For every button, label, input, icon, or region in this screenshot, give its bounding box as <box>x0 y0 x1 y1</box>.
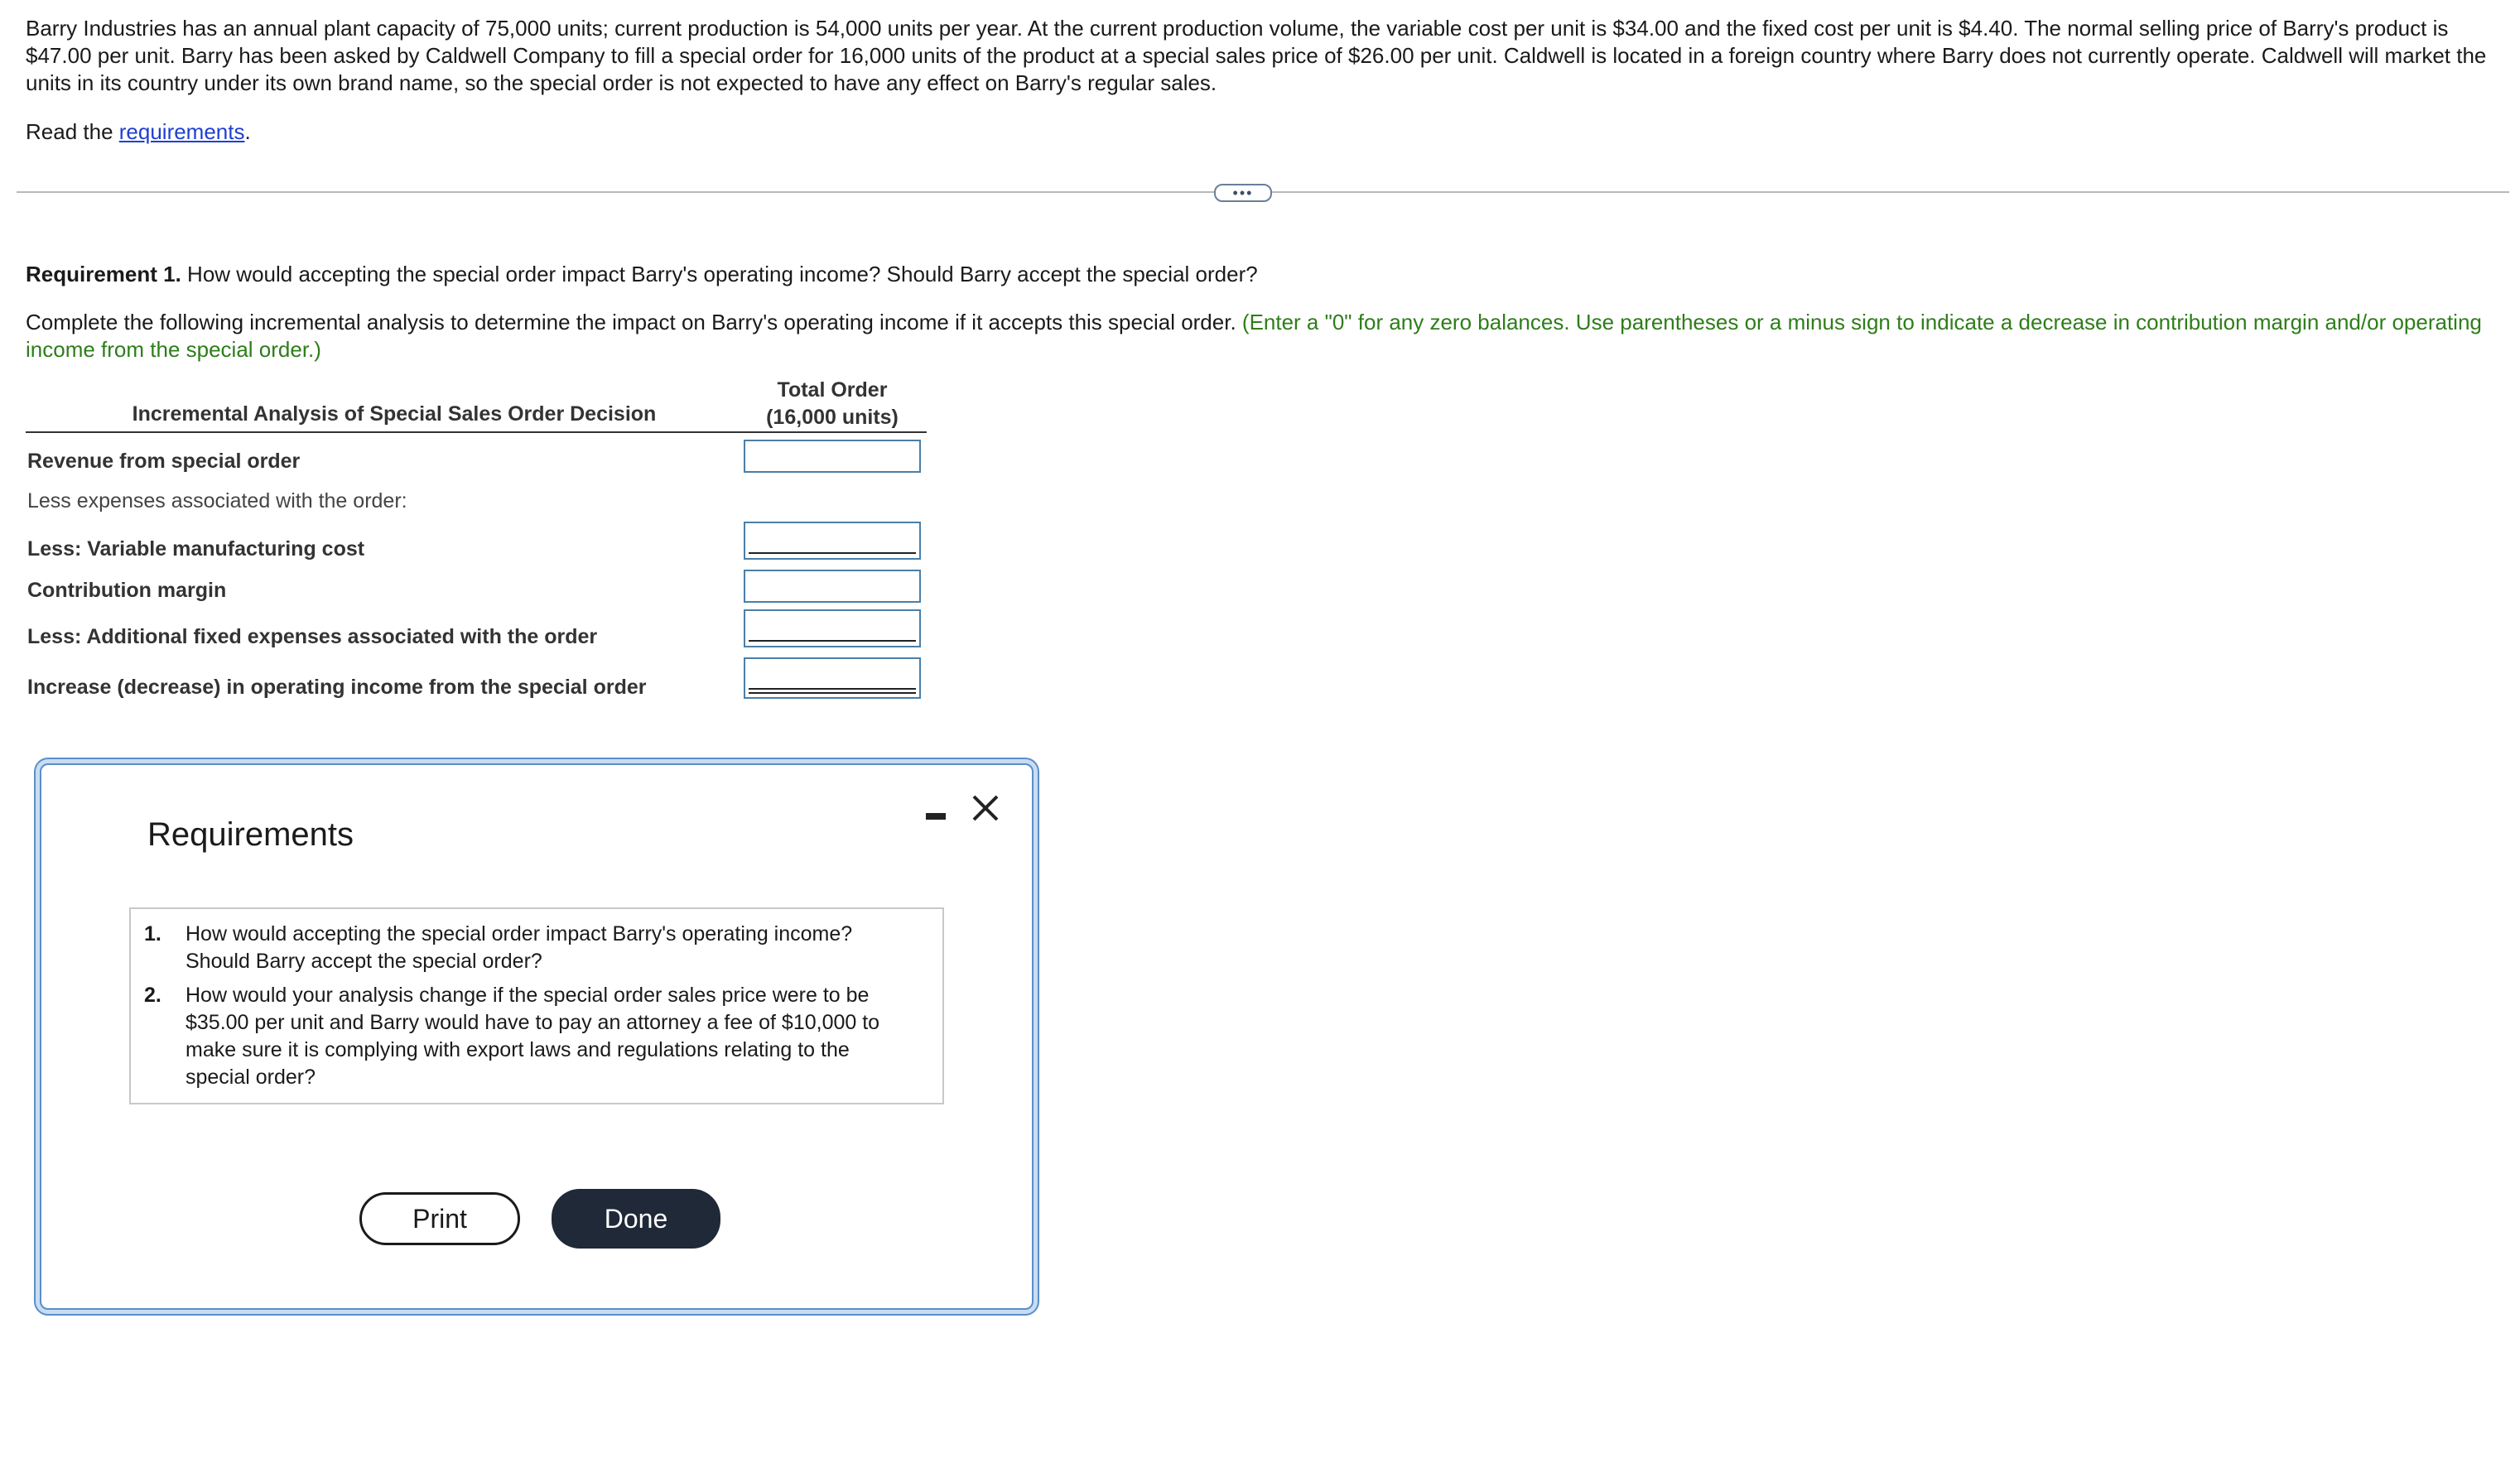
contribution-margin-input[interactable] <box>744 570 921 603</box>
instructions-hint: (Enter a "0" for any zero balances. Use parentheses or a minus sign to indicate a decrease in contribution margin and/or operating income from the special order.) <box>26 310 2482 362</box>
single-underline <box>749 640 916 642</box>
row-label-variable-cost: Less: Variable manufacturing cost <box>27 537 365 561</box>
single-underline <box>749 552 916 554</box>
instructions <box>26 309 2502 363</box>
instructions-main: Complete the following incremental analysis to determine the impact on Barry's operating income if it accepts this special order. <box>26 310 1242 334</box>
table-header-title: Incremental Analysis of Special Sales Order Decision <box>132 402 657 426</box>
operating-income-input[interactable] <box>744 657 921 699</box>
row-label-fixed-expenses: Less: Additional fixed expenses associated with the order <box>27 625 598 648</box>
requirements-link[interactable]: requirements <box>118 119 245 144</box>
read-prefix: Read the <box>26 119 119 144</box>
dialog-title: Requirements <box>147 816 354 853</box>
fixed-expenses-input[interactable] <box>744 609 921 647</box>
requirement-1-label: Requirement 1. <box>26 262 181 286</box>
requirement-text: How would your analysis change if the special order sales price were to be $35.00 per unit and Barry would have to pay an attorney a fee of $10,000 to make sure it is complying with export laws and regulations relating to the special order? <box>186 984 880 1089</box>
read-requirements-line <box>26 118 251 146</box>
requirement-1-question: How would accepting the special order impact Barry's operating income? Should Barry accept the special order? <box>181 262 1258 286</box>
table-header-total-order-line2: (16,000 units) <box>766 406 899 429</box>
row-label-less-expenses: Less expenses associated with the order: <box>27 489 407 512</box>
requirement-number: 2. <box>144 984 161 1007</box>
requirement-number: 1. <box>144 922 161 945</box>
double-underline-bottom <box>749 692 916 694</box>
requirements-list <box>129 907 944 1104</box>
double-underline-top <box>749 688 916 690</box>
minimize-icon[interactable] <box>926 813 946 820</box>
requirement-text: How would accepting the special order impact Barry's operating income? Should Barry accept the special order? <box>186 922 853 973</box>
row-label-revenue: Revenue from special order <box>27 450 301 473</box>
table-header-total-order <box>745 377 919 431</box>
done-button[interactable]: Done <box>552 1189 720 1249</box>
close-icon[interactable] <box>969 792 1002 825</box>
table-header-total-order-line1: Total Order <box>777 378 888 402</box>
read-suffix: . <box>244 119 251 144</box>
row-label-contribution-margin: Contribution margin <box>27 579 227 602</box>
print-button[interactable]: Print <box>359 1192 520 1245</box>
table-header-rule <box>26 431 927 433</box>
problem-statement: Barry Industries has an annual plant capacity of 75,000 units; current production is 54,000 units per year. At the current production volume, the variable cost per unit is $34.00 and the fixed cost per unit is $4.40. The normal selling price of Barry's product is $47.00 per unit. Barry has been asked by Caldwell Company to fill a special order for 16,000 units of the product at a special sales price of $26.00 per unit. Caldwell is located in a foreign country where Barry does not currently operate. Caldwell will market the units in its country under its own brand name, so the special order is not expected to have any effect on Barry's regular sales. <box>26 16 2487 95</box>
revenue-input[interactable] <box>744 440 921 473</box>
row-label-operating-income: Increase (decrease) in operating income from the special order <box>27 676 647 699</box>
requirements-dialog <box>40 763 1034 1310</box>
variable-cost-input[interactable] <box>744 522 921 560</box>
requirement-1-prompt <box>26 261 1258 288</box>
expand-more-button[interactable]: ••• <box>1214 184 1272 202</box>
